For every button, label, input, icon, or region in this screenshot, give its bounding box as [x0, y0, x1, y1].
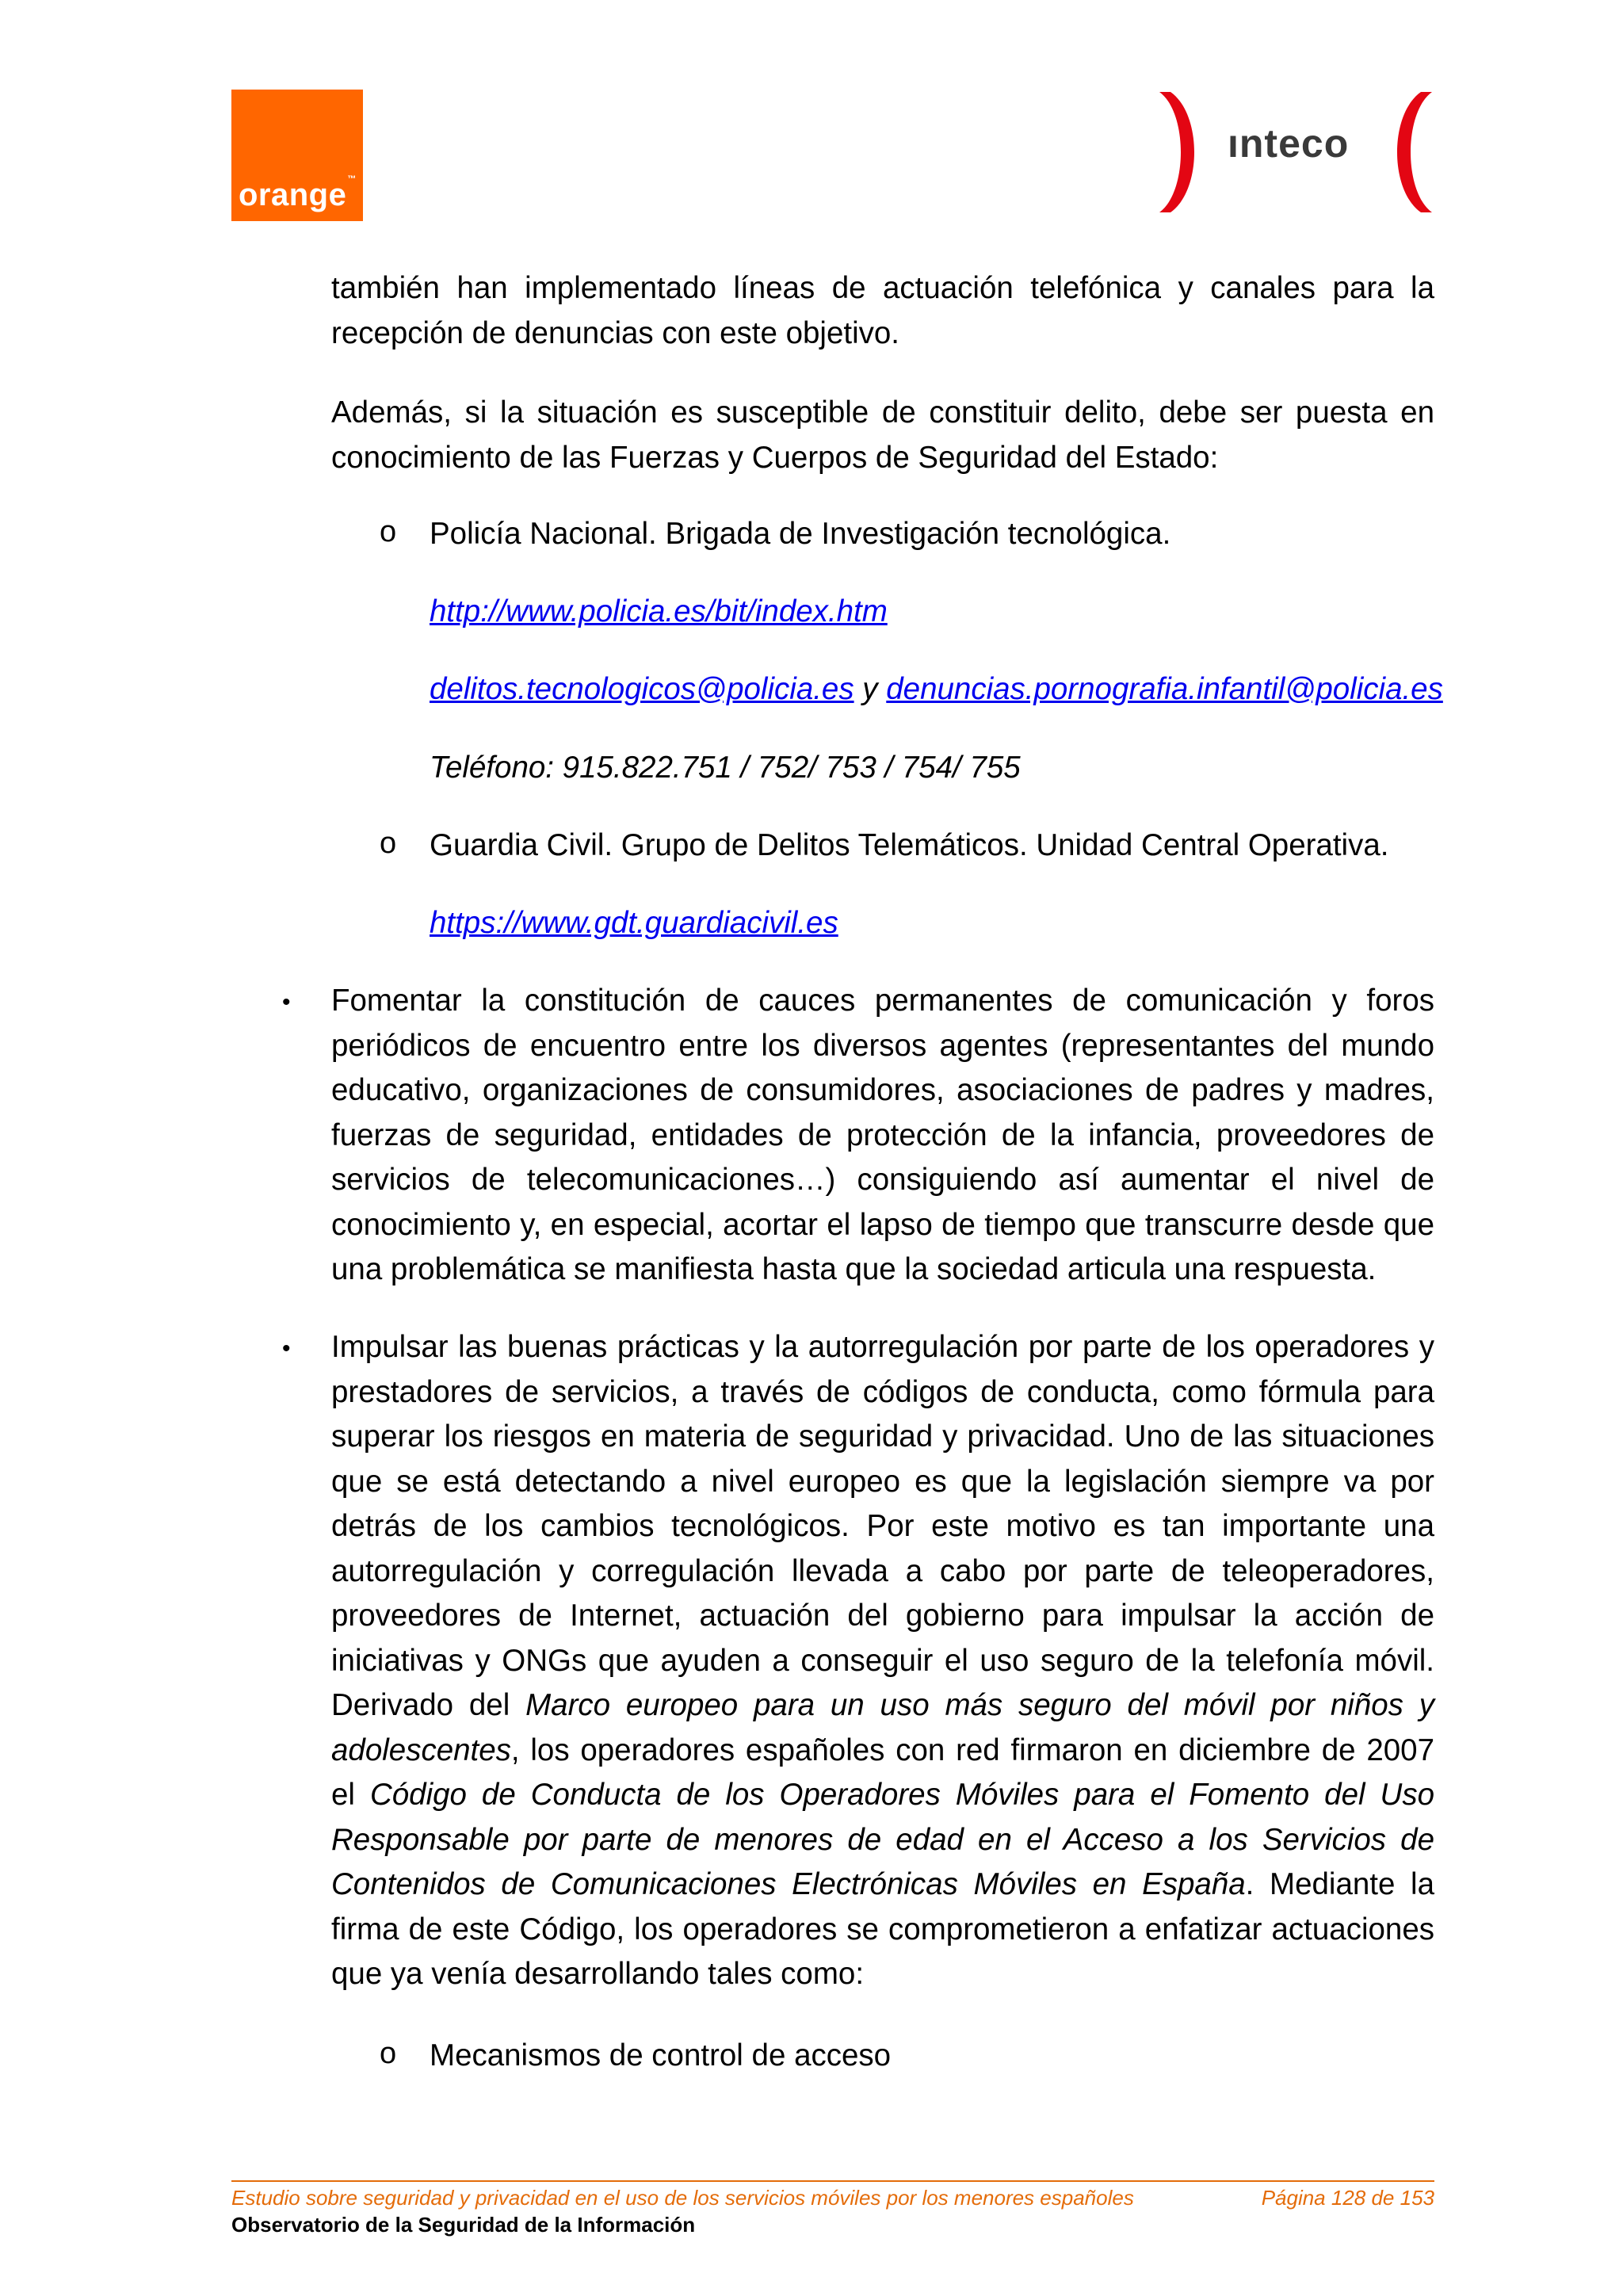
policia-emails: [430, 667, 1443, 712]
footer-study-title: Estudio sobre seguridad y privacidad en el uso de los servicios móviles por los menores españoles: [231, 2186, 1134, 2210]
policia-url-link[interactable]: http://www.policia.es/bit/index.htm: [430, 594, 888, 628]
paragraph-1: también han implementado líneas de actuación telefónica y canales para la recepción de denuncias con este objetivo.: [331, 271, 1434, 350]
guardia-url-link[interactable]: https://www.gdt.guardiacivil.es: [430, 906, 838, 940]
orange-logo: [231, 90, 363, 221]
bullet-2-text-1: Impulsar las buenas prácticas y la autorregulación por parte de los operadores y prestadores de servicios, a través de códigos de conducta, como fórmula para superar los riesgos en materia de seguridad y privacidad. Uno de las situaciones que se está detectando a nivel europeo es que la legislación siempre va por detrás de los cambios tecnológicos. Por este motivo es tan importante una autorregulación y corregulación llevada a cabo por parte de teleoperadores, proveedores de Internet, actuación del gobierno para impulsar la acción de iniciativas y ONGs que ayuden a conseguir el uso seguro de la telefonía móvil. Derivado del: [331, 1330, 1434, 1722]
orange-logo-text: orange: [239, 178, 347, 212]
policia-email-link-1[interactable]: delitos.tecnologicos@policia.es: [430, 672, 854, 706]
inteco-logo-text: ınteco: [1228, 121, 1350, 166]
inteco-logo: [1153, 89, 1438, 216]
policia-title: Policía Nacional. Brigada de Investigación tecnológica.: [430, 517, 1171, 551]
codigo-conducta-title: Código de Conducta de los Operadores Móviles para el Fomento del Uso Responsable por parte de menores de edad en el Acceso a los Servicios de Contenidos de Comunicaciones Electrónicas Móviles en España: [331, 1778, 1434, 1901]
bullet-item-1: Fomentar la constitución de cauces permanentes de comunicación y foros periódicos de encuentro entre los diversos agentes (representantes del mundo educativo, organizaciones de consumidores, asociaciones de padres y madres, fuerzas de seguridad, entidades de protección de la infancia, proveedores de servicios de telecomunicaciones…) consiguiendo así aumentar el nivel de conocimiento y, en especial, acortar el lapso de tiempo que transcurre desde que una problemática se manifiesta hasta que la sociedad articula una respuesta.: [331, 984, 1434, 1286]
bullet-marker: •: [282, 1335, 291, 1362]
paragraph-2: Además, si la situación es susceptible de constituir delito, debe ser puesta en conocimiento de las Fuerzas y Cuerpos de Seguridad del Estado:: [331, 395, 1434, 475]
marco-europeo-title: Marco europeo para un uso más seguro del móvil por niños y adolescentes: [331, 1688, 1434, 1767]
sub-bullet-marker: o: [380, 2037, 397, 2070]
bullet-2-text-3: . Mediante la firma de este Código, los operadores se comprometieron a enfatizar actuaciones que ya venía desarrollando tales como:: [331, 1867, 1434, 1991]
guardia-title: Guardia Civil. Grupo de Delitos Telemáticos. Unidad Central Operativa.: [430, 828, 1389, 862]
policia-email-link-2[interactable]: denuncias.pornografia.infantil@policia.es: [886, 672, 1443, 706]
sub-bullet-marker: o: [380, 515, 397, 548]
footer-divider: [231, 2180, 1434, 2182]
bullet-2-text-2: , los operadores españoles con red firmaron en diciembre de 2007 el: [331, 1733, 1434, 1812]
bullet-item-2: [331, 1325, 1434, 1997]
sub-item-control-acceso: Mecanismos de control de acceso: [430, 2038, 892, 2073]
policia-phone: Teléfono: 915.822.751 / 752/ 753 / 754/ 755: [430, 751, 1021, 785]
sub-bullet-marker: o: [380, 827, 397, 860]
bullet-marker: •: [282, 989, 291, 1015]
footer-page-number: Página 128 de 153: [1261, 2186, 1434, 2210]
orange-tm: ™: [347, 174, 357, 184]
footer-observatorio: Observatorio de la Seguridad de la Información: [231, 2213, 696, 2237]
email-joiner: y: [854, 672, 887, 706]
